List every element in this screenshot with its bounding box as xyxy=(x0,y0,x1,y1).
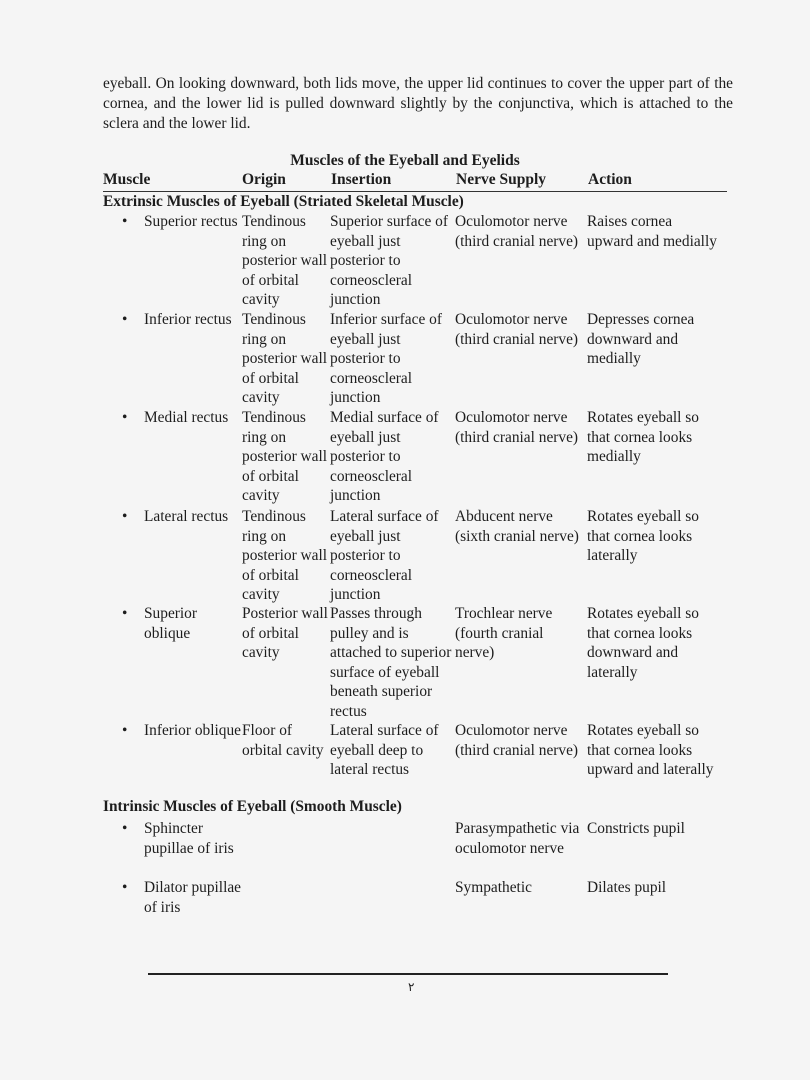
origin-cell: Tendinous ring on posterior wall of orbital cavity xyxy=(242,213,328,309)
nerve-cell: Oculomotor nerve (third cranial nerve) xyxy=(455,311,579,348)
intrinsic-section-title: Intrinsic Muscles of Eyeball (Smooth Muscle) xyxy=(103,798,402,815)
nerve-cell: Oculomotor nerve (third cranial nerve) xyxy=(455,722,579,759)
muscle-name: Superior oblique xyxy=(144,605,198,642)
origin-cell: Tendinous ring on posterior wall of orbital cavity xyxy=(242,409,328,505)
muscle-name: Superior rectus xyxy=(144,213,238,230)
header-rule xyxy=(103,191,727,192)
nerve-cell: Trochlear nerve (fourth cranial nerve) xyxy=(455,605,553,662)
action-cell: Rotates eyeball so that cornea looks upward and laterally xyxy=(587,722,714,779)
action-cell: Rotates eyeball so that cornea looks laterally xyxy=(587,508,699,565)
muscle-name: Dilator pupillae of iris xyxy=(144,879,242,916)
bullet-icon: • xyxy=(122,722,128,739)
action-cell: Raises cornea upward and medially xyxy=(587,213,717,250)
insertion-cell: Superior surface of eyeball just posterior to corneoscleral junction xyxy=(330,213,448,309)
action-cell: Depresses cornea downward and medially xyxy=(587,311,695,368)
bullet-icon: • xyxy=(122,311,128,328)
insertion-cell: Lateral surface of eyeball deep to lateral rectus xyxy=(330,722,439,779)
header-origin: Origin xyxy=(242,171,286,188)
nerve-cell: Abducent nerve (sixth cranial nerve) xyxy=(455,508,579,545)
intro-paragraph: eyeball. On looking downward, both lids move, the upper lid continues to cover the upper part of the cornea, and the lower lid is pulled downward slightly by the conjunctiva, which is attached to the sclera and the lower lid. xyxy=(103,75,733,132)
nerve-cell: Oculomotor nerve (third cranial nerve) xyxy=(455,213,579,250)
bullet-icon: • xyxy=(122,409,128,426)
header-insertion: Insertion xyxy=(331,171,392,188)
bullet-icon: • xyxy=(122,508,128,525)
muscle-name: Lateral rectus xyxy=(144,508,229,525)
table-header xyxy=(0,171,810,191)
footer-rule xyxy=(148,973,668,975)
origin-cell: Tendinous ring on posterior wall of orbital cavity xyxy=(242,508,328,604)
action-cell: Dilates pupil xyxy=(587,879,667,896)
nerve-cell: Oculomotor nerve (third cranial nerve) xyxy=(455,409,579,446)
insertion-cell: Medial surface of eyeball just posterior to corneoscleral junction xyxy=(330,409,439,505)
origin-cell: Tendinous ring on posterior wall of orbital cavity xyxy=(242,311,328,407)
bullet-icon: • xyxy=(122,879,128,896)
insertion-cell: Lateral surface of eyeball just posterior to corneoscleral junction xyxy=(330,508,439,604)
muscle-name: Inferior rectus xyxy=(144,311,232,328)
insertion-cell: Passes through pulley and is attached to superior surface of eyeball beneath superior rectus xyxy=(330,605,452,720)
bullet-icon: • xyxy=(122,820,128,837)
header-nerve-supply: Nerve Supply xyxy=(456,171,546,188)
action-cell: Constricts pupil xyxy=(587,820,685,837)
nerve-cell: Sympathetic xyxy=(455,879,532,896)
page-number: ٢ xyxy=(408,980,415,994)
origin-cell: Floor of orbital cavity xyxy=(242,722,324,759)
action-cell: Rotates eyeball so that cornea looks downward and laterally xyxy=(587,605,699,681)
header-action: Action xyxy=(588,171,632,188)
muscle-name: Medial rectus xyxy=(144,409,229,426)
bullet-icon: • xyxy=(122,213,128,230)
header-muscle: Muscle xyxy=(103,171,151,188)
action-cell: Rotates eyeball so that cornea looks medially xyxy=(587,409,699,466)
table-caption: Muscles of the Eyeball and Eyelids xyxy=(290,152,520,169)
insertion-cell: Inferior surface of eyeball just posterior to corneoscleral junction xyxy=(330,311,442,407)
extrinsic-section-title: Extrinsic Muscles of Eyeball (Striated Skeletal Muscle) xyxy=(103,193,464,210)
muscle-name: Inferior oblique xyxy=(144,722,242,739)
muscle-name: Sphincter pupillae of iris xyxy=(144,820,234,857)
bullet-icon: • xyxy=(122,605,128,622)
nerve-cell: Parasympathetic via oculomotor nerve xyxy=(455,820,580,857)
origin-cell: Posterior wall of orbital cavity xyxy=(242,605,328,662)
